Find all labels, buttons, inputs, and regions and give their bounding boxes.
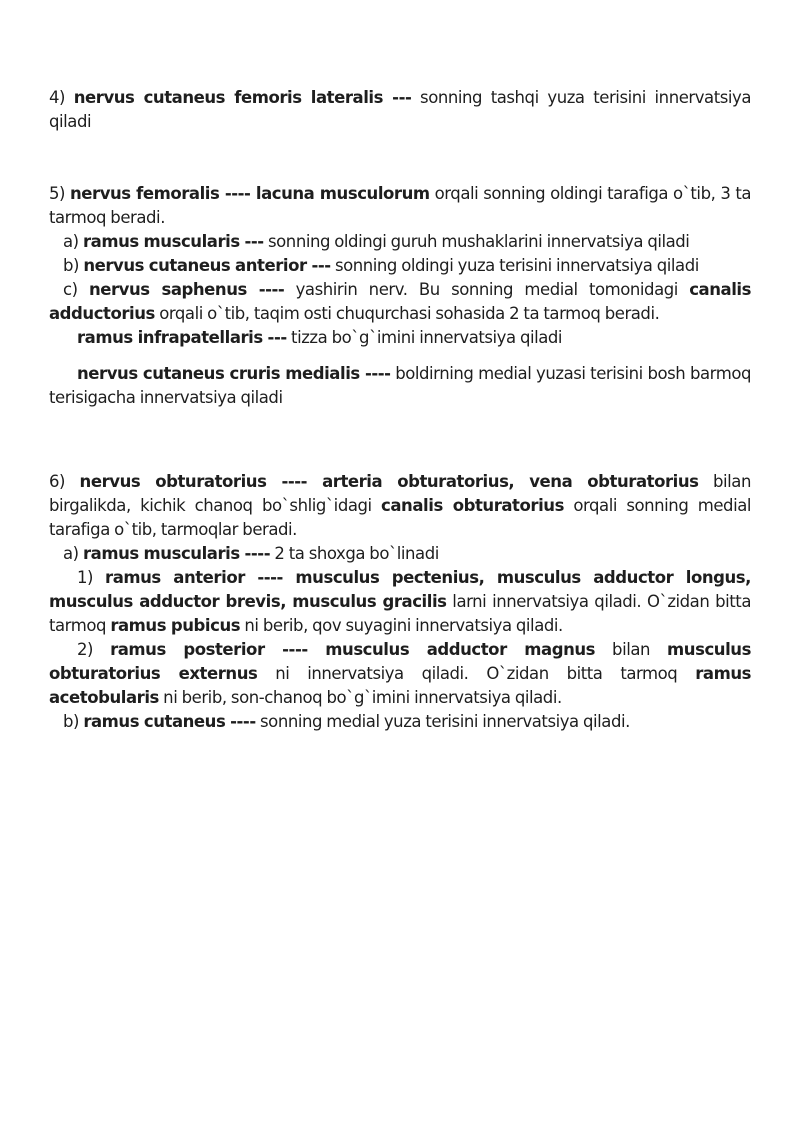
term-bold: ramus acetobularis: [49, 664, 752, 707]
item-5c-branch-1: [49, 326, 751, 350]
item-5c-branch-2: [49, 362, 751, 410]
sub-item-prefix: a): [63, 544, 83, 563]
body-text: sonning medial yuza terisini innervatsiya qiladi.: [255, 712, 630, 731]
body-text: orqali sonning medial tarafiga o`tib, tarmoqlar beradi.: [49, 496, 751, 539]
sub-item-prefix: 1): [77, 568, 106, 587]
term-bold: nervus cutaneus femoris lateralis ---: [73, 88, 412, 107]
sub-item-prefix: b): [63, 712, 84, 731]
body-text: sonning oldingi yuza terisini innervatsiya qiladi: [330, 256, 699, 275]
term-bold: canalis adductorius: [49, 280, 751, 323]
body-text: orqali o`tib, taqim osti chuqurchasi sohasida 2 ta tarmoq beradi.: [154, 304, 660, 323]
term-bold: musculus obturatorius externus: [49, 640, 751, 683]
document-body: [49, 86, 751, 734]
item-5b-paragraph: [49, 254, 751, 278]
body-text: 2 ta shoxga bo`linadi: [270, 544, 439, 563]
item-number: 4): [49, 88, 74, 107]
body-text: yashirin nerv. Bu sonning medial tomonidagi: [284, 280, 690, 299]
item-6a2-paragraph: [49, 638, 751, 710]
term-bold: nervus cutaneus anterior ---: [83, 256, 331, 275]
term-bold: ramus infrapatellaris ---: [77, 328, 287, 347]
term-bold: nervus saphenus ----: [88, 280, 285, 299]
sub-item-prefix: 2): [77, 640, 111, 659]
body-text: ni berib, son-chanoq bo`g`imini innervatsiya qiladi.: [158, 688, 562, 707]
item-number: 6): [49, 472, 80, 491]
term-bold: nervus obturatorius ---- arteria obturatorius, vena obturatorius: [79, 472, 699, 491]
body-text: bilan: [595, 640, 668, 659]
item-6a-paragraph: [49, 542, 751, 566]
sub-item-prefix: a): [63, 232, 83, 251]
term-bold: nervus femoralis ---- lacuna musculorum: [69, 184, 430, 203]
item-number: 5): [49, 184, 70, 203]
body-text: ni innervatsiya qiladi. O`zidan bitta tarmoq: [257, 664, 696, 683]
sub-item-prefix: c): [63, 280, 89, 299]
term-bold: ramus pubicus: [110, 616, 241, 635]
item-6a1-paragraph: [49, 566, 751, 638]
term-bold: ramus muscularis ----: [82, 544, 271, 563]
term-bold: nervus cutaneus cruris medialis ----: [77, 364, 391, 383]
body-text: tizza bo`g`imini innervatsiya qiladi: [286, 328, 563, 347]
term-bold: ramus anterior ---- musculus pectenius, musculus adductor longus, musculus adductor brevis, musculus gracilis: [49, 568, 751, 611]
body-text: larni innervatsiya qiladi. O`zidan bitta tarmoq: [49, 592, 751, 635]
body-text: orqali sonning oldingi tarafiga o`tib, 3 ta tarmoq beradi.: [49, 184, 751, 227]
body-text: ni berib, qov suyagini innervatsiya qiladi.: [240, 616, 563, 635]
item-6-paragraph: [49, 470, 751, 542]
body-text: sonning tashqi yuza terisini innervatsiya qiladi: [49, 88, 751, 131]
body-text: sonning oldingi guruh mushaklarini innervatsiya qiladi: [263, 232, 690, 251]
term-bold: ramus posterior ---- musculus adductor magnus: [110, 640, 596, 659]
term-bold: ramus cutaneus ----: [83, 712, 256, 731]
item-4-paragraph: [49, 86, 751, 134]
term-bold: ramus muscularis ---: [82, 232, 264, 251]
item-6b-paragraph: [49, 710, 751, 734]
term-bold: canalis obturatorius: [381, 496, 564, 515]
item-5c-paragraph: [49, 278, 751, 326]
item-5a-paragraph: [49, 230, 751, 254]
body-text: bilan birgalikda, kichik chanoq bo`shlig`idagi: [49, 472, 751, 515]
sub-item-prefix: b): [63, 256, 84, 275]
item-5-paragraph: [49, 182, 751, 230]
body-text: boldirning medial yuzasi terisini bosh barmoq terisigacha innervatsiya qiladi: [49, 364, 751, 407]
